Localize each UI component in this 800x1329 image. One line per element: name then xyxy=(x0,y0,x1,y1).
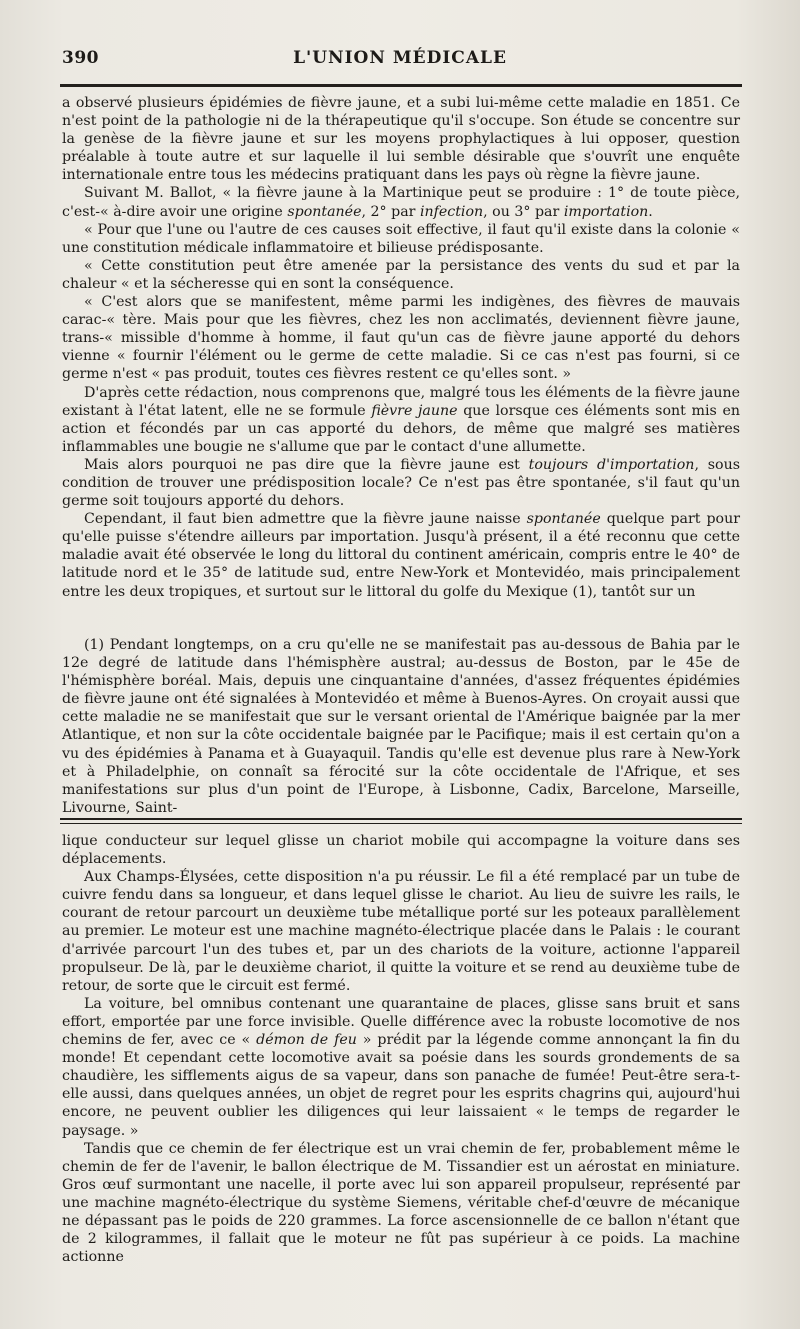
feuilleton-rule-thin xyxy=(60,823,742,824)
article-paragraph-1: lique conducteur sur lequel glisse un chariot mobile qui accompagne la voiture dans ses déplacements. xyxy=(62,833,740,868)
page-number: 390 xyxy=(62,48,99,68)
footnote-text: (1) Pendant longtemps, on a cru qu'elle ne se manifestait pas au-dessous de Bahia par le 12e degré de latitude dans l'hémisphère austral; au-dessus de Boston, par le 45e de l'hémisphère boréal. Mais, depuis une cinquantaine d'années, d'assez fréquentes épidémies de fièvre jaune ont été signalées à Montevidéo et même à Buenos-Ayres. On croyait aussi que cette maladie ne se manifestait que sur le versant oriental de l'Amérique baignée par la mer Atlantique, et non sur la côte occidentale baignée par le Pacifique; mais il est certain qu'on a vu des épidémies à Panama et à Guayaquil. Tandis qu'elle est devenue plus rare à New-York et à Philadelphie, on connaît sa férocité sur la côte occidentale de l'Afrique, et ses manifestations sur plus d'un point de l'Europe, à Lisbonne, Cadix, Barcelone, Marseille, Livourne, Saint- xyxy=(62,637,740,816)
page-header xyxy=(60,48,740,74)
paragraph-8: Cependant, il faut bien admettre que la fièvre jaune naisse spontanée quelque part pour qu'elle puisse s'étendre ailleurs par importation. Jusqu'à présent, il a été reconnu que cette maladie avait été observée le long du littoral du continent américain, compris entre le 40° de latitude nord et le 35° de latitude sud, entre New-York et Montevidéo, mais principalement entre les deux tropiques, et surtout sur le littoral du golfe du Mexique (1), tantôt sur un xyxy=(62,511,740,600)
article-paragraph-3: La voiture, bel omnibus contenant une quarantaine de places, glisse sans bruit et sans effort, emportée par une force invisible. Quelle différence avec la robuste locomotive de nos chemins de fer, avec ce « démon de feu » prédit par la légende comme annonçant la fin du monde! Et cependant cette locomotive avait sa poésie dans les sourds grondements de sa chaudière, les sifflements aigus de sa vapeur, dans son panache de fumée! Peut-être sera-t-elle aussi, dans quelques années, un objet de regret pour les esprits chagrins qui, aujourd'hui encore, ne peuvent oublier les diligences qui leur laissaient « le temps de regarder le paysage. » xyxy=(62,995,740,1139)
feuilleton-rule xyxy=(60,818,742,820)
paragraph-5: « C'est alors que se manifestent, même parmi les indigènes, des fièvres de mauvais carac-« tère. Mais pour que les fièvres, chez les non acclimatés, deviennent fièvre jaune, trans-« missible d'homme à homme, il faut qu'un cas de fièvre jaune apporté du dehors vienne « fournir l'élément ou le germe de cette maladie. Si ce cas n'est pas fourni, si ce germe n'est « pas produit, toutes ces fièvres restent ce qu'elles sont. » xyxy=(62,294,740,383)
paragraph-4: « Cette constitution peut être amenée par la persistance des vents du sud et par la chaleur « et la sécheresse qui en sont la conséquence. xyxy=(62,257,740,292)
running-head: L'UNION MÉDICALE xyxy=(293,48,507,68)
paragraph-6: D'après cette rédaction, nous comprenons que, malgré tous les éléments de la fièvre jaune existant à l'état latent, elle ne se formule fièvre jaune que lorsque ces éléments sont mis en action et fécondés par un cas apporté du dehors, de même que malgré ses matières inflammables une bougie ne s'allume que par le contact d'une allumette. xyxy=(62,384,740,455)
paragraph-2: Suivant M. Ballot, « la fièvre jaune à la Martinique peut se produire : 1° de toute pièce, c'est-« à-dire avoir une origine spontanée, 2° par infection, ou 3° par importation. xyxy=(62,185,740,220)
main-text xyxy=(62,94,740,601)
article-paragraph-2: Aux Champs-Élysées, cette disposition n'a pu réussir. Le fil a été remplacé par un tube de cuivre fendu dans sa longueur, et dans lequel glisse le chariot. Au lieu de suivre les rails, le courant de retour parcourt un deuxième tube métallique porté sur les poteaux parallèlement au premier. Le moteur est une machine magnéto-électrique placée dans le Palais : le courant d'arrivée parcourt l'un des tubes et, par un des chariots de la voiture, actionne l'appareil propulseur. De là, par le deuxième chariot, il quitte la voiture et se rend au deuxième tube de retour, de sorte que le circuit est fermé. xyxy=(62,869,740,994)
header-rule xyxy=(60,84,742,87)
paragraph-7: Mais alors pourquoi ne pas dire que la fièvre jaune est toujours d'importation, sous condition de trouver une prédisposition locale? Ce n'est pas être spontanée, s'il faut qu'un germe soit toujours apporté du dehors. xyxy=(62,456,740,510)
footnote xyxy=(62,636,740,817)
article-paragraph-4: Tandis que ce chemin de fer électrique est un vrai chemin de fer, probablement même le chemin de fer de l'avenir, le ballon électrique de M. Tissandier est un aérostat en miniature. Gros œuf surmontant une nacelle, il porte avec lui son appareil propulseur, représenté par une machine magnéto-électrique du système Siemens, véritable chef-d'œuvre de mécanique ne dépassant pas le poids de 220 grammes. La force ascensionnelle de ce ballon n'étant que de 2 kilogrammes, il fallait que le moteur ne fût pas supérieur à ce poids. La machine actionne xyxy=(62,1140,740,1266)
paragraph-1: a observé plusieurs épidémies de fièvre jaune, et a subi lui-même cette maladie en 1851. Ce n'est point de la pathologie ni de la thérapeutique qu'il s'occupe. Son étude se concentre sur la genèse de la fièvre jaune et sur les moyens prophylactiques à lui opposer, question préalable à toute autre et sur laquelle il lui semble désirable que s'ouvrît une enquête internationale entre tous les médecins pratiquant dans les pays où règne la fièvre jaune. xyxy=(62,95,740,184)
feuilleton-text xyxy=(62,832,740,1266)
paragraph-3: « Pour que l'une ou l'autre de ces causes soit effective, il faut qu'il existe dans la colonie « une constitution médicale inflammatoire et bilieuse prédisposante. xyxy=(62,221,740,256)
